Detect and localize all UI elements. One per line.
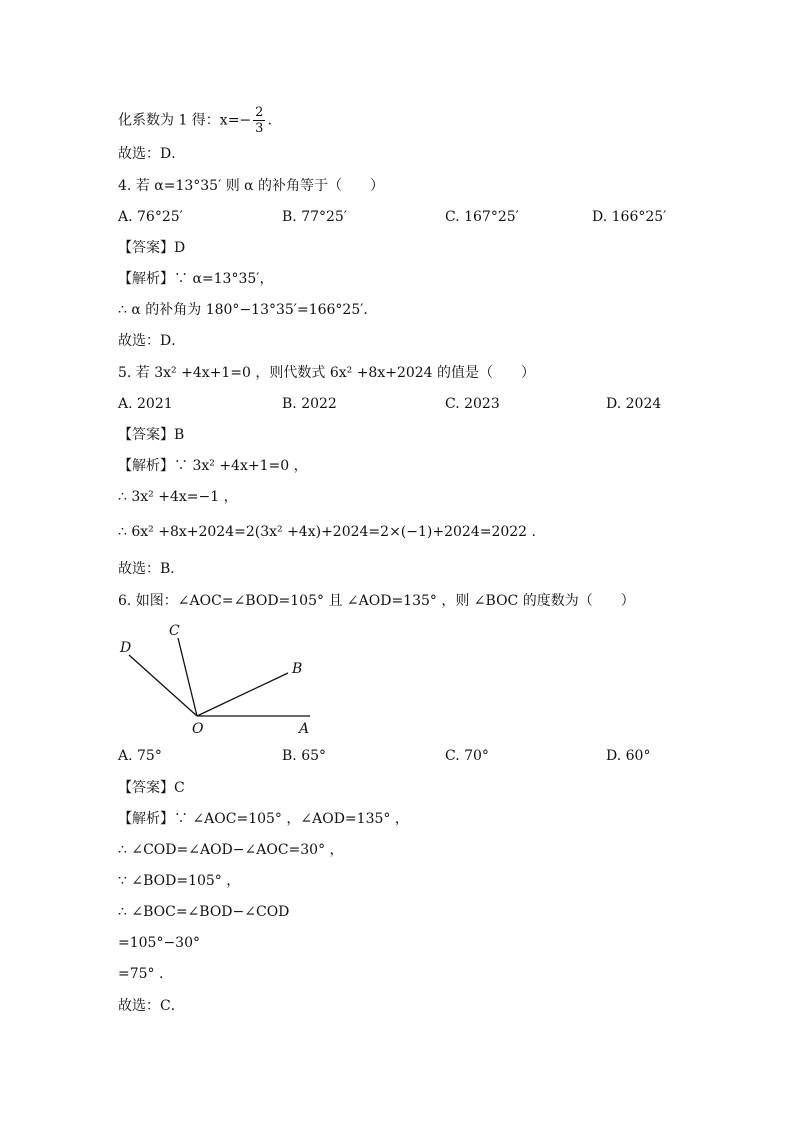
fraction-numerator: 2 [255, 105, 264, 120]
q4-option-b: B. 77°25′ [282, 209, 347, 225]
question-6: 6. 如图：∠AOC=∠BOD=105° 且 ∠AOD=135° ，则 ∠BOC 的度数为（ ） [118, 593, 635, 609]
choice-line: 故选：D． [118, 146, 186, 162]
line-coefficient-end: . [267, 112, 272, 129]
question-5: 5. 若 3x² +4x+1=0 ，则代数式 6x² +8x+2024 的值是（ ） [118, 365, 536, 381]
q4-option-c: C. 167°25′ [445, 209, 519, 225]
q5-answer: 【答案】B [118, 427, 185, 443]
label-b: B [292, 661, 303, 677]
question-4: 4. 若 α=13°35′ 则 α 的补角等于（ ） [118, 178, 385, 194]
q6-answer: 【答案】C [118, 780, 185, 796]
q5-option-a: A. 2021 [118, 396, 173, 412]
line-coefficient-text: 化系数为 1 得：x=− [118, 112, 252, 129]
q4-answer: 【答案】D [118, 240, 186, 256]
q6-analysis-1: 【解析】∵ ∠AOC=105° ，∠AOD=135° ， [118, 811, 409, 827]
angle-figure [112, 620, 332, 740]
q4-analysis-1: 【解析】∵ α=13°35′， [118, 271, 274, 287]
ray-ob [197, 673, 288, 716]
line-coefficient [118, 105, 272, 136]
q6-option-d: D. 60° [606, 748, 651, 764]
q6-analysis-4: ∴ ∠BOC=∠BOD−∠COD [118, 904, 290, 920]
q5-analysis-2: ∴ 3x² +4x=−1 ， [118, 489, 238, 505]
q6-analysis-5: =105°−30° [118, 935, 200, 951]
ray-oc [178, 638, 197, 716]
q5-analysis-4: 故选：B． [118, 561, 185, 577]
q5-analysis-3: ∴ 6x² +8x+2024=2(3x² +4x)+2024=2×(−1)+2024=2022 . [118, 524, 536, 540]
q6-option-a: A. 75° [118, 748, 162, 764]
fraction-denominator: 3 [255, 121, 264, 136]
q6-option-c: C. 70° [445, 748, 489, 764]
fraction [253, 105, 265, 136]
q4-analysis-3: 故选：D． [118, 333, 186, 349]
q6-analysis-2: ∴ ∠COD=∠AOD−∠AOC=30° ， [118, 842, 344, 858]
label-o: O [192, 721, 204, 737]
q6-analysis-7: 故选：C． [118, 998, 185, 1014]
q6-option-b: B. 65° [282, 748, 327, 764]
q5-option-c: C. 2023 [445, 396, 500, 412]
q5-option-b: B. 2022 [282, 396, 337, 412]
q5-option-d: D. 2024 [606, 396, 662, 412]
q6-analysis-6: =75° . [118, 966, 164, 982]
q4-option-a: A. 76°25′ [118, 209, 183, 225]
label-d: D [120, 640, 132, 656]
label-c: C [169, 623, 180, 639]
ray-od [129, 655, 197, 716]
q5-analysis-1: 【解析】∵ 3x² +4x+1=0 ， [118, 458, 308, 474]
q4-analysis-2: ∴ α 的补角为 180°−13°35′=166°25′． [118, 302, 378, 318]
label-a: A [299, 721, 310, 737]
q4-option-d: D. 166°25′ [592, 209, 667, 225]
q6-analysis-3: ∵ ∠BOD=105° ， [118, 873, 241, 889]
